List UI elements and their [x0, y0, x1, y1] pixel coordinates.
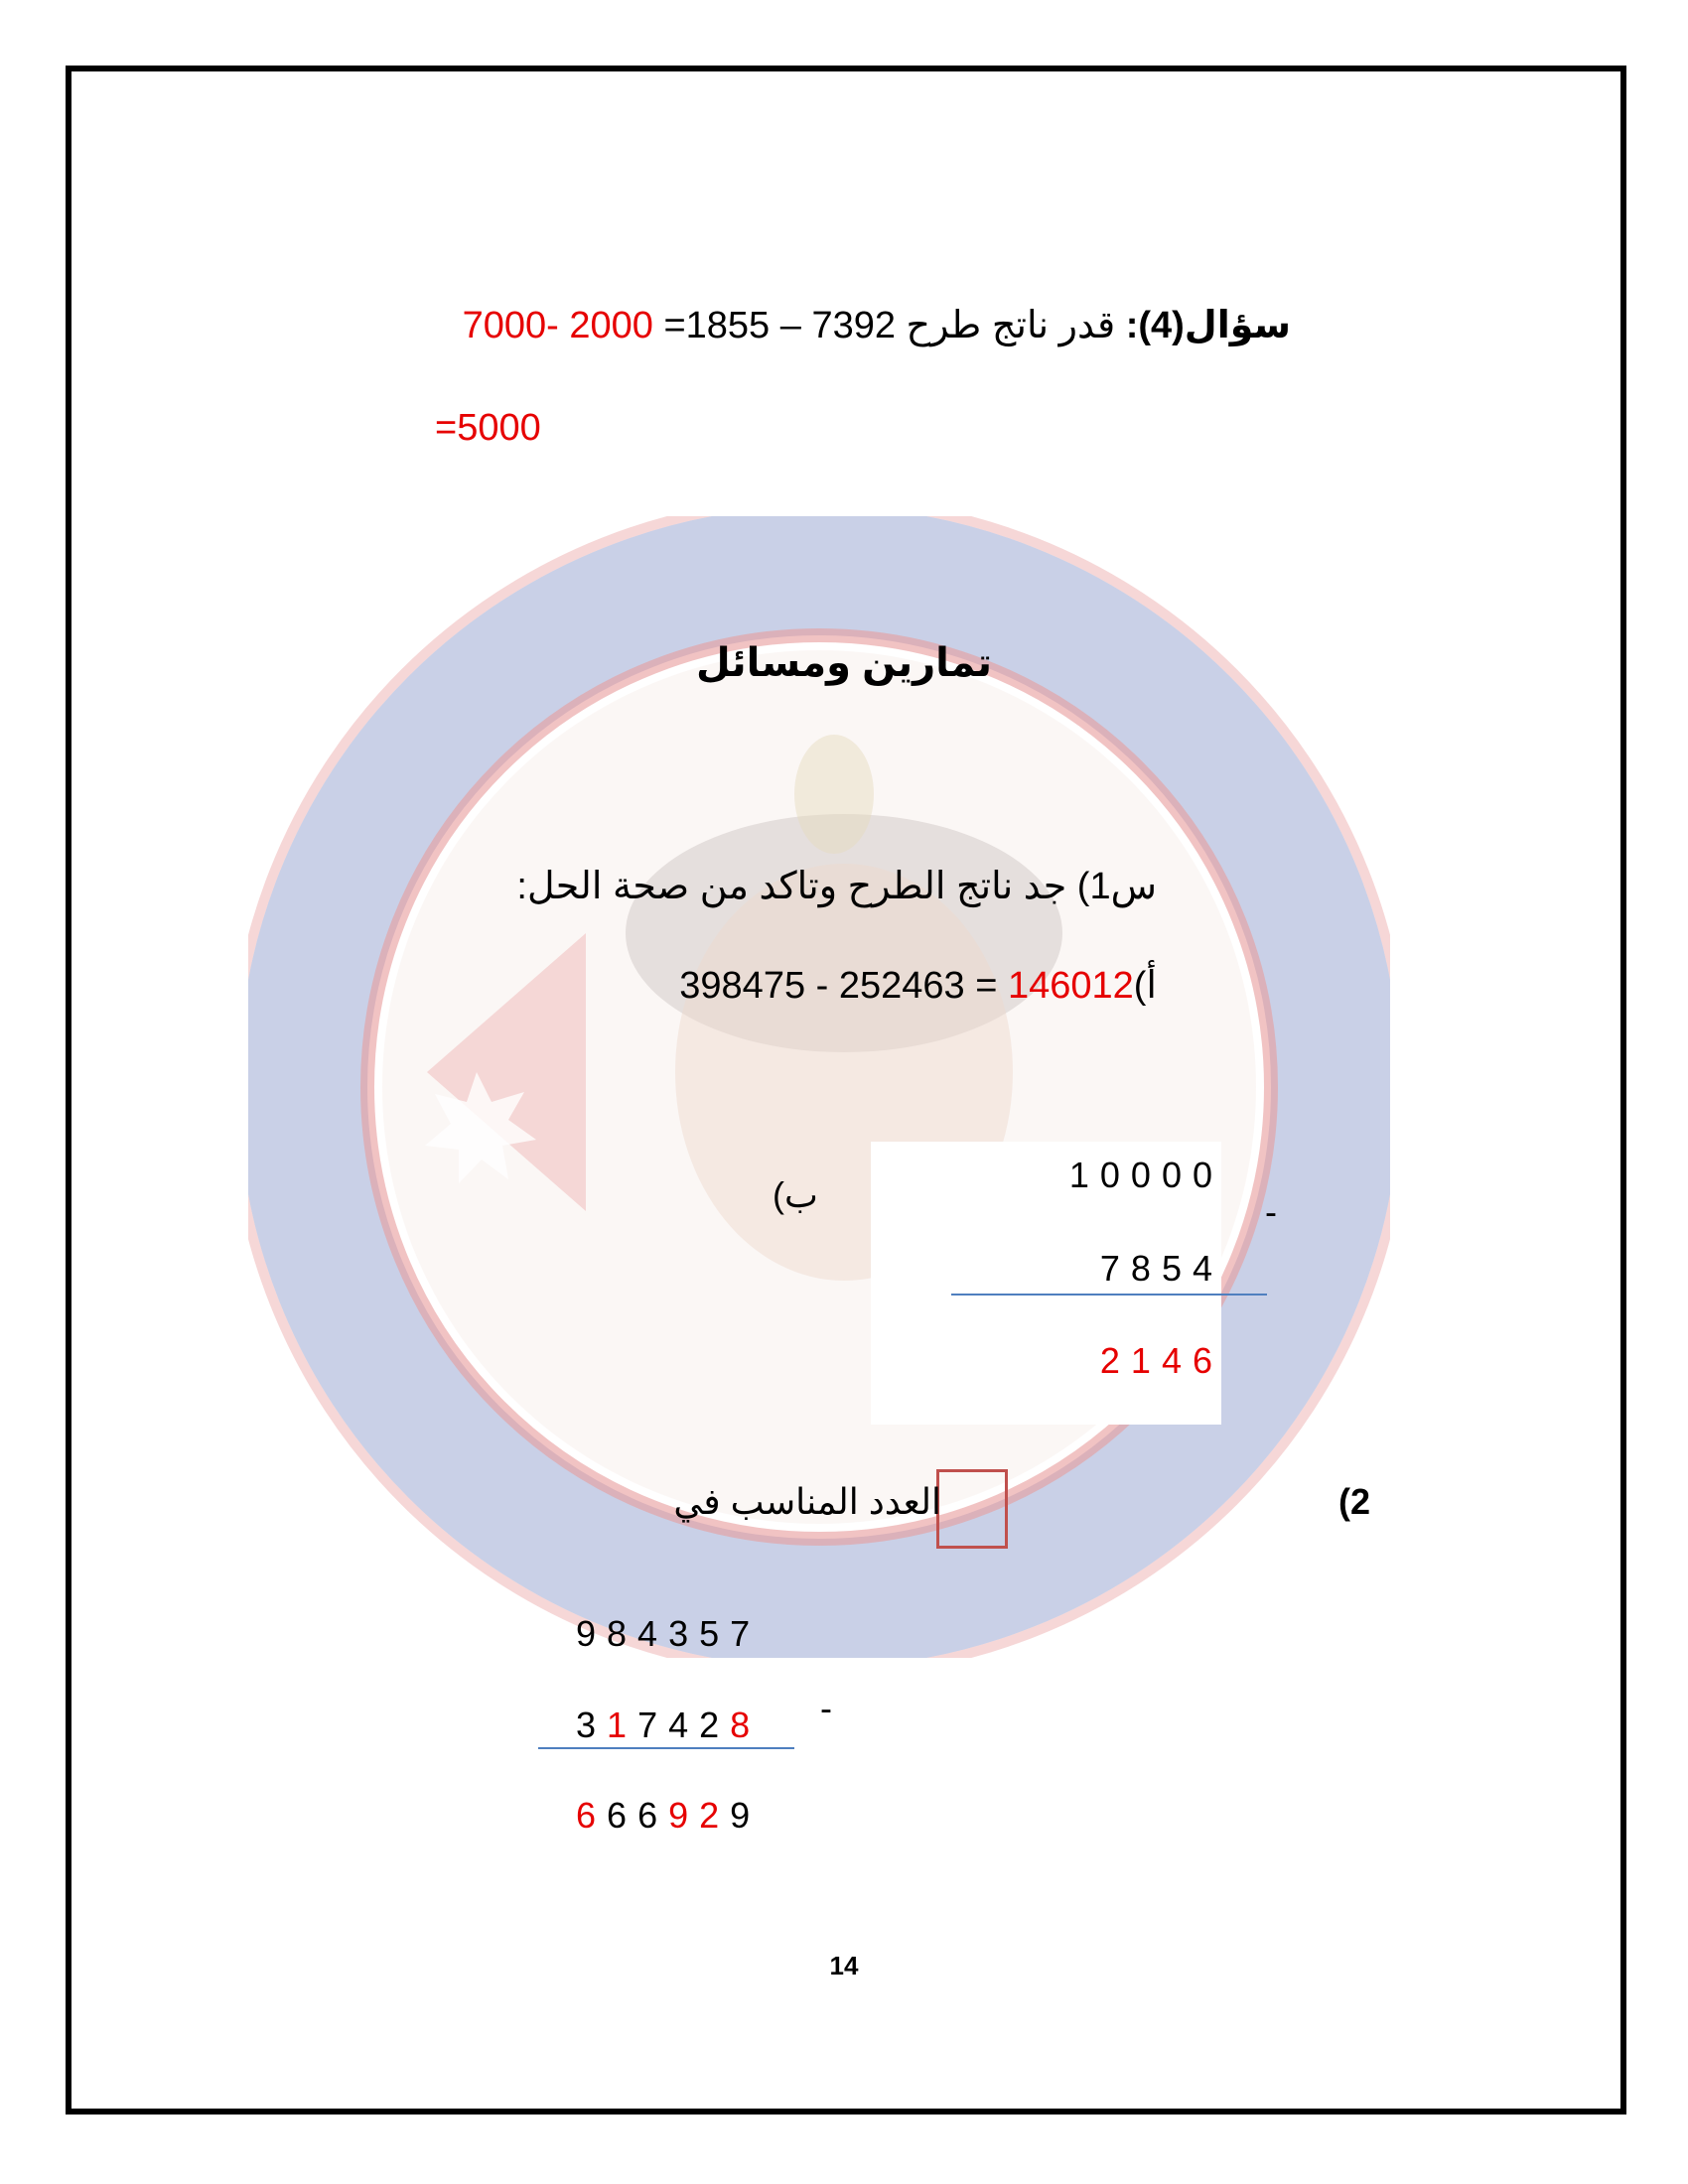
exercise2-minus-sign: - [820, 1688, 832, 1728]
exercise1-part-a-equation [679, 965, 1134, 1008]
result-digit: 9 [668, 1795, 700, 1836]
exercise1-part-a [679, 963, 1157, 1008]
exercise2-subtrahend [576, 1705, 761, 1746]
page-number: 14 [829, 1951, 859, 1980]
part-b-rule [951, 1294, 1267, 1296]
subtrahend-digit: 1 [607, 1705, 638, 1745]
exercise2-minuend: 984357 [576, 1613, 762, 1654]
exercise1-part-a-expression: 398475 - 252463 = [679, 965, 1008, 1007]
subtrahend-digit: 3 [576, 1705, 608, 1745]
part-b-subtrahend: 7854 [1099, 1248, 1223, 1289]
exercise1-part-a-label: أ) [1133, 965, 1157, 1007]
result-digit: 6 [576, 1795, 608, 1836]
result-digit: 2 [699, 1795, 731, 1836]
part-b-minuend: 10000 [1068, 1155, 1223, 1195]
result-digit: 6 [637, 1795, 669, 1836]
exercise1-part-a-answer: 146012 [1007, 965, 1134, 1007]
result-digit: 6 [607, 1795, 638, 1836]
result-digit: 9 [730, 1795, 762, 1836]
subtrahend-digit: 7 [637, 1705, 669, 1745]
exercise2-rule [538, 1747, 794, 1749]
question4-result: =5000 [435, 407, 541, 449]
question4-number: (4) [1138, 305, 1185, 346]
question4-estimate: 7000- 2000 [462, 305, 653, 346]
exercise2-text: العدد المناسب في [673, 1481, 941, 1522]
subtrahend-digit: 4 [668, 1705, 700, 1745]
exercise1-prompt: س1) جد ناتج الطرح وتاكد من صحة الحل: [516, 866, 1157, 907]
question4-line [463, 303, 1291, 347]
answer-box[interactable] [936, 1469, 1008, 1549]
question4-colon: : [1125, 305, 1139, 346]
subtrahend-digit: 2 [699, 1705, 731, 1745]
exercise2-number: (2 [1337, 1481, 1370, 1522]
part-b-minus-sign: - [1265, 1191, 1277, 1232]
section-title: تمارين ومسائل [695, 641, 993, 685]
exercise2-result [576, 1795, 761, 1837]
exercise1-part-b-label: ب) [773, 1174, 818, 1215]
subtrahend-digit: 8 [730, 1705, 762, 1745]
question4-label: سؤال [1184, 305, 1291, 346]
question4-text: قدر ناتج طرح 7392 – 1855= [652, 305, 1126, 346]
part-b-answer: 2146 [1099, 1340, 1223, 1381]
